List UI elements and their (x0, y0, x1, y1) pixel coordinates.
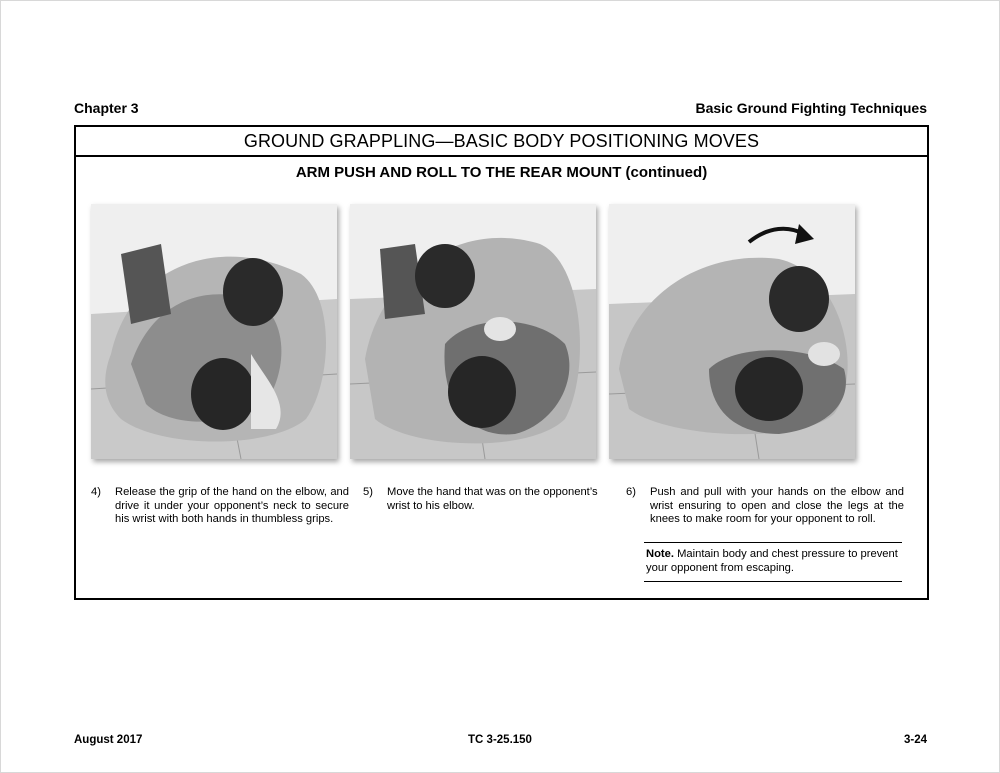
section-title: Basic Ground Fighting Techniques (695, 100, 927, 116)
step-number: 4) (91, 486, 101, 498)
figure-box (74, 125, 929, 600)
step-number: 6) (626, 486, 636, 498)
footer-page-number: 3-24 (903, 734, 927, 746)
photo-step-4 (91, 204, 337, 459)
step-text: Push and pull with your hands on the elbow and wrist ensuring to open and close the legs at the knees to make room for your opponent to roll. (650, 486, 904, 525)
chapter-label: Chapter 3 (74, 100, 139, 116)
step-number: 5) (363, 486, 373, 498)
footer-doc-id: TC 3-25.150 (468, 734, 532, 746)
step-text: Move the hand that was on the opponent’s wrist to his elbow. (387, 486, 598, 512)
note-block (644, 542, 902, 582)
photo-step-5 (350, 204, 596, 459)
step-text: Release the grip of the hand on the elbow, and drive it under your opponent’s neck to secure his wrist with both hands in thumbless grips. (115, 486, 349, 525)
note-label: Note. (646, 548, 674, 560)
note-text: Maintain body and chest pressure to prevent your opponent from escaping. (646, 548, 898, 574)
figure-subtitle: ARM PUSH AND ROLL TO THE REAR MOUNT (continued) (295, 164, 708, 181)
figure-title: GROUND GRAPPLING—BASIC BODY POSITIONING MOVES (76, 127, 927, 157)
photo-step-6 (609, 204, 855, 459)
footer-date: August 2017 (74, 734, 143, 746)
